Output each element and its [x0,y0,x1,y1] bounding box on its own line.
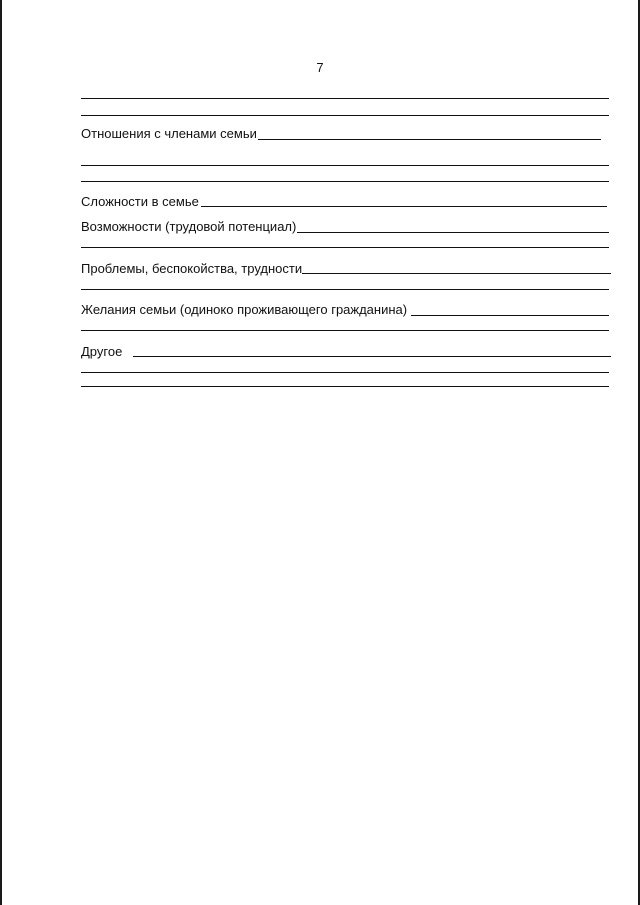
problems-field[interactable] [302,273,611,274]
blank-line[interactable] [81,247,609,248]
family-relations-field[interactable] [258,139,601,140]
blank-line[interactable] [81,330,609,331]
blank-line[interactable] [81,386,609,387]
family-difficulties-field[interactable] [201,206,607,207]
blank-line[interactable] [81,165,609,166]
other-field[interactable] [133,356,611,357]
capabilities-label: Возможности (трудовой потенциал) [81,219,297,234]
capabilities-field[interactable] [297,232,609,233]
wishes-field[interactable] [411,315,609,316]
blank-line[interactable] [81,289,609,290]
blank-line[interactable] [81,372,609,373]
problems-label: Проблемы, беспокойства, трудности [81,261,303,276]
blank-line[interactable] [81,98,609,99]
blank-line[interactable] [81,181,609,182]
family-relations-label: Отношения с членами семьи [81,126,257,141]
other-label: Другое [81,344,123,359]
family-difficulties-label: Сложности в семье [81,194,199,209]
page-number: 7 [316,60,324,75]
scan-edge-left [0,0,2,905]
blank-line[interactable] [81,115,609,116]
wishes-label: Желания семьи (одиноко проживающего гражданина) [81,302,408,317]
